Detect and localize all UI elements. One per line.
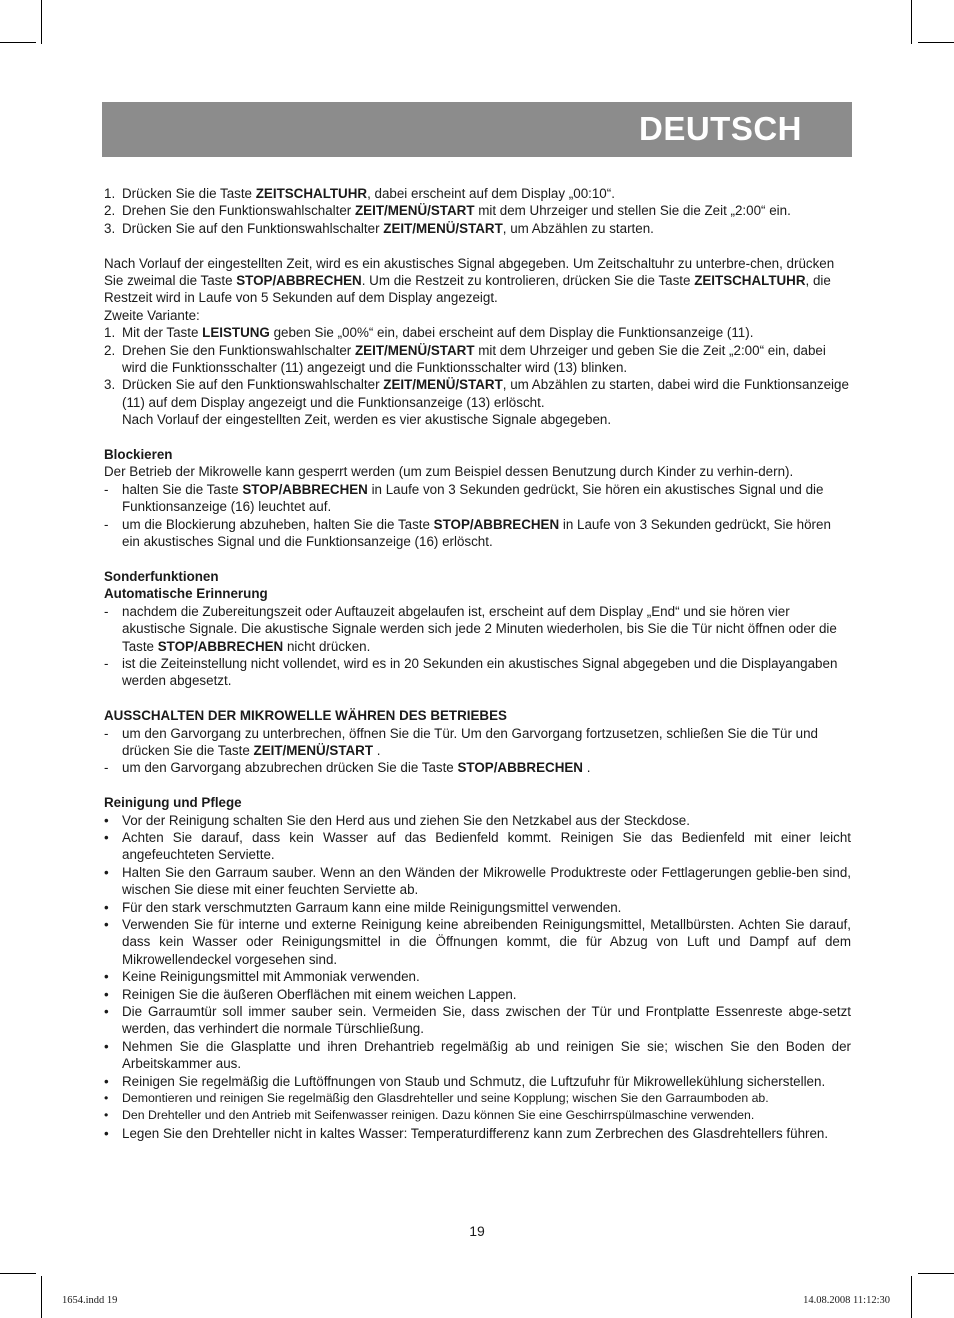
list-item — [104, 185, 851, 202]
list-item-text: Legen Sie den Drehteller nicht in kaltes Wasser: Temperaturdifferenz kann zum Zerbrechen des Glasdrehtellers führen. — [122, 1125, 829, 1141]
list-marker: - — [104, 603, 109, 619]
slug-left: 1654.indd 19 — [62, 1295, 118, 1306]
list-item — [104, 1003, 851, 1038]
text-run: in Laufe von 3 Sekunden gedrückt, Sie hören ein akustisches Signal und die Funktionsanzeige (16) leuchtet auf. — [122, 481, 824, 515]
text-run: um den Garvorgang zu unterbrechen, öffnen Sie die Tür. Um den Garvorgang fortzusetzen, schließen Sie die Tür und drücken Sie die Taste — [122, 725, 818, 758]
list-marker: - — [104, 481, 109, 497]
text-run: geben Sie „00%“ ein, dabei erscheint auf dem Display die Funktionsanzeige (11). — [269, 325, 754, 341]
text-run: Drehen Sie den Funktionswahlschalter — [122, 342, 355, 358]
list-item-text — [122, 482, 823, 514]
list-marker: 2. — [104, 342, 116, 358]
list-item-text — [122, 517, 831, 549]
key-name: STOP/ABBRECHEN — [457, 760, 583, 776]
list-marker: - — [104, 725, 109, 741]
key-name: STOP/ABBRECHEN — [433, 516, 560, 532]
list-item-text: Vor der Reinigung schalten Sie den Herd aus und ziehen Sie den Netzkabel aus der Steckdose. — [122, 812, 690, 828]
list-item — [104, 864, 851, 899]
list-marker: • — [104, 969, 109, 985]
text-run: um die Blockierung abzuheben, halten Sie die Taste — [122, 516, 434, 532]
list-item — [104, 655, 851, 690]
text-run: Drücken Sie die Taste — [122, 186, 256, 201]
list-item — [104, 342, 851, 377]
list-item-text: Den Drehteller und den Antrieb mit Seifenwasser reinigen. Dazu können Sie eine Geschirrspülmaschine verwenden. — [122, 1108, 755, 1123]
list-item — [104, 1073, 851, 1090]
list-item-text — [122, 726, 818, 758]
text-run: Drücken Sie auf den Funktionswahlschalter — [122, 220, 384, 236]
text-run: ist die Zeiteinstellung nicht vollendet, wird es in 20 Sekunden ein akustisches Signal abgegeben und die Displayangaben werden abgesetzt. — [122, 655, 838, 689]
list-item-text: Demontieren und reinigen Sie regelmäßig den Glasdrehteller und seine Kopplung; wischen Sie den Garraumboden ab. — [122, 1091, 769, 1106]
list-item — [104, 725, 851, 760]
list-item — [104, 202, 851, 219]
block-intro: Der Betrieb der Mikrowelle kann gesperrt werden (um zum Beispiel dessen Benutzung durch Kinder zu verhin-dern). — [104, 464, 794, 480]
list-item — [104, 968, 851, 985]
list-marker: • — [104, 1073, 109, 1089]
crop-mark — [0, 1273, 36, 1274]
text-run: Mit der Taste — [122, 325, 203, 341]
text-run: Nach Vorlauf der eingestellten Zeit, wird es ein akustisches Signal abgegeben. Um Zeitschaltuhr zu unterbre-chen, drücken Sie zweimal die Taste — [104, 255, 835, 289]
list-marker: • — [104, 829, 109, 845]
list-marker: 2. — [104, 203, 116, 219]
key-name: ZEITSCHALTUHR — [694, 273, 806, 289]
special-list — [104, 603, 851, 690]
key-name: ZEIT/MENÜ/START — [383, 220, 503, 236]
text-run: Drehen Sie den Funktionswahlschalter — [122, 203, 355, 219]
list-marker: • — [104, 1108, 109, 1123]
crop-mark — [911, 0, 912, 44]
list-marker: 1. — [104, 186, 116, 201]
list-item-text — [122, 760, 590, 775]
list-item — [104, 376, 851, 428]
list-marker: - — [104, 516, 109, 532]
list-item — [104, 829, 851, 864]
text-run: , um Abzählen zu starten. — [502, 220, 654, 236]
crop-mark — [0, 42, 36, 43]
text-run: . — [373, 742, 381, 758]
key-name: ZEIT/MENÜ/START — [354, 203, 475, 219]
list-marker: • — [104, 864, 109, 880]
list-item — [104, 899, 851, 916]
list-item — [104, 1038, 851, 1073]
list-item-text: Halten Sie den Garraum sauber. Wenn an den Wänden der Mikrowelle Produktreste oder Fettlagerungen geblie-ben sind, wischen Sie diese mit einer feuchten Serviette ab. — [122, 864, 851, 898]
list-item-text — [122, 377, 849, 409]
main-content — [104, 185, 851, 1142]
list-item — [104, 220, 851, 237]
key-name: ZEIT/MENÜ/START — [253, 742, 374, 758]
list-item-text — [122, 656, 837, 688]
section-heading-block: Blockieren — [104, 447, 173, 463]
page-title: DEUTSCH — [638, 110, 802, 147]
crop-mark — [41, 0, 42, 44]
list-item — [104, 986, 851, 1003]
list-item-text — [122, 221, 654, 236]
header-banner — [102, 102, 852, 157]
list-marker: • — [104, 1038, 109, 1054]
list-item-text: Keine Reinigungsmittel mit Ammoniak verwenden. — [122, 969, 420, 985]
text-run: Drücken Sie auf den Funktionswahlschalter — [122, 377, 384, 393]
crop-mark — [918, 1273, 954, 1274]
section-heading-shutdown: AUSSCHALTEN DER MIKROWELLE WÄHREN DES BETRIEBES — [104, 708, 507, 724]
list-item — [104, 1090, 851, 1107]
list-item — [104, 1107, 851, 1124]
list-item-text: Achten Sie darauf, dass kein Wasser auf das Bedienfeld kommt. Reinigen Sie das Bedienfeld mit einer leicht angefeuchteten Serviette. — [122, 829, 851, 863]
paragraph-timer — [104, 255, 851, 307]
list-marker: • — [104, 1091, 109, 1106]
key-name: ZEIT/MENÜ/START — [383, 377, 503, 393]
text-run: nicht drücken. — [283, 638, 371, 654]
list-item — [104, 603, 851, 655]
list-marker: • — [104, 916, 109, 932]
text-run: , um Abzählen zu starten, dabei wird die Funktionsanzeige (11) auf dem Display angezeigt und die Funktionsanzeige (13) erlöscht. — [122, 377, 849, 410]
list-marker: 1. — [104, 325, 116, 341]
text-run: mit dem Uhrzeiger und stellen Sie die Zeit „2:00“ ein. — [474, 203, 791, 219]
list-marker: • — [104, 812, 109, 828]
block-list — [104, 481, 851, 551]
key-name: STOP/ABBRECHEN — [242, 481, 368, 497]
text-run: um den Garvorgang abzubrechen drücken Sie die Taste — [122, 760, 458, 776]
list-item-text — [122, 325, 753, 340]
list-item-text: Für den stark verschmutzten Garraum kann eine milde Reinigungsmittel verwenden. — [122, 899, 622, 915]
section-heading-care: Reinigung und Pflege — [104, 795, 242, 811]
list-item-text: Verwenden Sie für interne und externe Reinigung keine abreibenden Reinigungsmittel, Metallbürsten. Achten Sie darauf, dass kein Wasser oder Reinigungsmittel in die Öffnungen kommt, die für Abzug von Luft und Dampf auf dem Mikrowellendeckel vorgesehen sind. — [122, 916, 851, 967]
key-name: STOP/ABBRECHEN — [236, 273, 362, 289]
list-marker: • — [104, 1125, 109, 1141]
text-run: nachdem die Zubereitungszeit oder Auftauzeit abgelaufen ist, erscheint auf dem Display „End“ und sie hören vier akustische Signale. Die akustische Signale werden sich jede 2 Minuten wiederholen, bis Sie die Tür nicht öffnen oder die Taste — [122, 603, 837, 654]
list-item-text — [122, 186, 615, 201]
steps-list-1 — [104, 185, 851, 237]
crop-mark — [41, 1276, 42, 1318]
variant-label: Zweite Variante: — [104, 307, 200, 323]
text-run: . Um die Restzeit zu kontrolieren, drücken Sie die Taste — [361, 273, 695, 289]
list-item-text: Reinigen Sie die äußeren Oberflächen mit einem weichen Lappen. — [122, 986, 517, 1002]
list-marker: - — [104, 760, 109, 776]
list-item — [104, 759, 851, 776]
list-item — [104, 516, 851, 551]
list-item-text — [122, 343, 826, 375]
list-marker: • — [104, 1004, 109, 1020]
care-list — [104, 812, 851, 1143]
list-item — [104, 812, 851, 829]
key-name: ZEIT/MENÜ/START — [354, 342, 475, 358]
list-marker: - — [104, 655, 109, 671]
page-number: 19 — [469, 1223, 485, 1239]
text-run: mit dem Uhrzeiger und geben Sie die Zeit „2:00“ ein, dabei wird die Funktionsschalter (11) angezeigt und die Funktionsschalter wird (13) blinken. — [122, 342, 826, 376]
text-run: halten Sie die Taste — [122, 481, 243, 497]
text-run: , die Restzeit wird in Laufe von 5 Sekunden auf dem Display angezeigt. — [104, 273, 831, 306]
list-marker: 3. — [104, 377, 116, 393]
key-name: ZEITSCHALTUHR — [255, 186, 368, 201]
key-name: LEISTUNG — [202, 325, 270, 341]
crop-mark — [911, 1276, 912, 1318]
list-item — [104, 1125, 851, 1142]
list-item — [104, 481, 851, 516]
list-marker: • — [104, 986, 109, 1002]
list-item-text — [122, 203, 791, 218]
list-item — [104, 916, 851, 968]
list-item — [104, 324, 851, 341]
shutdown-list — [104, 725, 851, 777]
text-run: , dabei erscheint auf dem Display „00:10“. — [367, 186, 615, 201]
list-item-text: Die Garraumtür soll immer sauber sein. Vermeiden Sie, dass zwischen der Tür und Frontplatte Essenreste abge-setzt werden, das verhindert die normale Türschließung. — [122, 1004, 851, 1037]
steps-list-2 — [104, 324, 851, 428]
text-run: . — [582, 760, 591, 776]
section-heading-special: Sonderfunktionen — [104, 568, 219, 584]
list-marker: 3. — [104, 220, 116, 236]
key-name: STOP/ABBRECHEN — [157, 638, 284, 654]
crop-mark — [918, 42, 954, 43]
list-item-text: Nehmen Sie die Glasplatte und ihren Drehantrieb regelmäßig ab und reinigen Sie sie; wischen Sie den Boden der Arbeitskammer aus. — [122, 1038, 851, 1072]
slug-right: 14.08.2008 11:12:30 — [803, 1295, 890, 1306]
text-run: in Laufe von 3 Sekunden gedrückt, Sie hören ein akustisches Signal und die Funktionsanzeige (16) erlöscht. — [122, 516, 831, 550]
list-marker: • — [104, 899, 109, 915]
list-item-text — [122, 604, 837, 654]
subheading-reminder: Automatische Erinnerung — [104, 586, 268, 602]
list-item-text: Reinigen Sie regelmäßig die Luftöffnungen von Staub und Schmutz, die Luftzufuhr für Mikrowellekühlung sicherstellen. — [122, 1073, 826, 1089]
list-item-note: Nach Vorlauf der eingestellten Zeit, werden es vier akustische Signale abgegeben. — [122, 412, 612, 428]
